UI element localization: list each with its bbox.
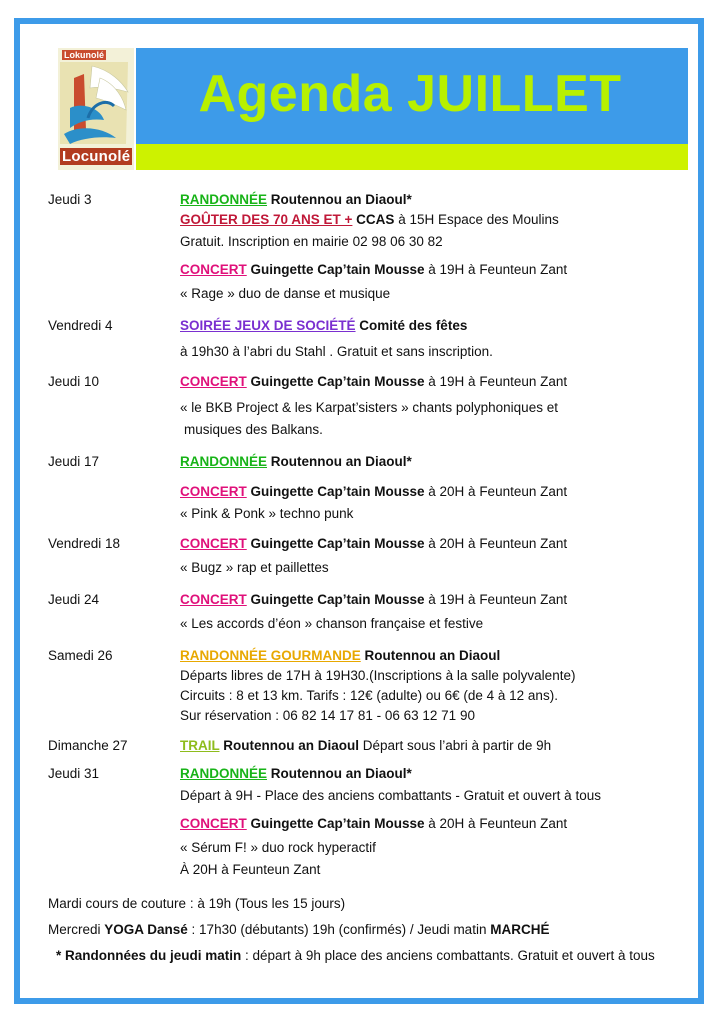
agenda-day: Jeudi 17 bbox=[48, 454, 100, 469]
event-details: Sur réservation : 06 82 14 17 81 - 06 63 12 71 90 bbox=[180, 708, 475, 723]
agenda-line bbox=[180, 192, 412, 207]
agenda-line bbox=[180, 840, 376, 855]
footer-yoga bbox=[48, 922, 549, 937]
agenda-line bbox=[180, 400, 558, 415]
event-details: « Les accords d’éon » chanson française et festive bbox=[180, 616, 484, 631]
event-tag: RANDONNÉE GOURMANDE bbox=[180, 648, 361, 663]
agenda-line bbox=[180, 212, 559, 227]
agenda-line bbox=[180, 454, 412, 469]
agenda-line bbox=[180, 862, 320, 877]
agenda-line bbox=[180, 616, 483, 631]
event-organizer: Guingette Cap’tain Mousse bbox=[246, 816, 425, 831]
event-details: « Rage » duo de danse et musique bbox=[180, 286, 391, 301]
agenda-line bbox=[184, 422, 323, 437]
agenda-day: Jeudi 24 bbox=[48, 592, 100, 607]
event-organizer: Guingette Cap’tain Mousse bbox=[246, 592, 425, 607]
agenda-day: Jeudi 31 bbox=[48, 766, 100, 781]
event-details: Départ sous l’abri à partir de 9h bbox=[359, 738, 552, 753]
agenda-line bbox=[180, 668, 575, 683]
agenda-line bbox=[180, 484, 567, 499]
lime-bar bbox=[42, 144, 688, 170]
agenda-line bbox=[180, 318, 467, 333]
agenda-line bbox=[180, 816, 567, 831]
footer-marche: MARCHÉ bbox=[490, 922, 550, 937]
agenda-day: Vendredi 4 bbox=[48, 318, 113, 333]
agenda-line bbox=[180, 708, 475, 723]
agenda-day: Samedi 26 bbox=[48, 648, 113, 663]
event-details: « Bugz » rap et paillettes bbox=[180, 560, 329, 575]
event-organizer: Comité des fêtes bbox=[355, 318, 468, 333]
agenda-line bbox=[180, 506, 353, 521]
agenda-line bbox=[180, 344, 493, 359]
event-details: à 19h30 à l’abri du Stahl . Gratuit et sans inscription. bbox=[180, 344, 493, 359]
event-tag: RANDONNÉE bbox=[180, 454, 268, 469]
agenda-line bbox=[180, 648, 500, 663]
event-tag: CONCERT bbox=[180, 374, 247, 389]
logo-bottom-text: Locunolé bbox=[62, 148, 131, 165]
event-details: musiques des Balkans. bbox=[184, 422, 323, 437]
locunole-logo bbox=[30, 48, 136, 170]
event-tag: CONCERT bbox=[180, 536, 247, 551]
agenda-line bbox=[180, 234, 443, 249]
agenda-day: Jeudi 3 bbox=[48, 192, 92, 207]
page-title: Agenda JUILLET bbox=[198, 65, 622, 123]
footer-yoga-bold: YOGA Dansé bbox=[104, 922, 188, 937]
event-organizer: CCAS bbox=[352, 212, 395, 227]
event-details: « le BKB Project & les Karpat’sisters » chants polyphoniques et bbox=[180, 400, 558, 415]
agenda-day: Dimanche 27 bbox=[48, 738, 128, 753]
event-details: « Pink & Ponk » techno punk bbox=[180, 506, 354, 521]
event-details: Départs libres de 17H à 19H30.(Inscriptions à la salle polyvalente) bbox=[180, 668, 576, 683]
agenda-line bbox=[180, 788, 601, 803]
event-organizer: Routennou an Diaoul* bbox=[267, 766, 412, 781]
agenda-line bbox=[180, 738, 551, 753]
event-details: à 19H à Feunteun Zant bbox=[424, 592, 568, 607]
event-details: Gratuit. Inscription en mairie 02 98 06 30 82 bbox=[180, 234, 443, 249]
agenda-line bbox=[180, 286, 390, 301]
event-tag: CONCERT bbox=[180, 262, 247, 277]
agenda-line bbox=[180, 536, 567, 551]
event-tag: RANDONNÉE bbox=[180, 766, 268, 781]
event-organizer: Routennou an Diaoul* bbox=[267, 192, 412, 207]
agenda-day: Jeudi 10 bbox=[48, 374, 100, 389]
event-organizer: Routennou an Diaoul bbox=[360, 648, 501, 663]
footer-rando-note bbox=[56, 948, 655, 963]
agenda-day: Vendredi 18 bbox=[48, 536, 121, 551]
agenda-line bbox=[180, 688, 558, 703]
footer-yoga-prefix: Mercredi bbox=[48, 922, 105, 937]
event-details: à 19H à Feunteun Zant bbox=[424, 262, 568, 277]
event-tag: SOIRÉE JEUX DE SOCIÉTÉ bbox=[180, 318, 356, 333]
event-tag: GOÛTER DES 70 ANS ET + bbox=[180, 212, 353, 227]
agenda-line bbox=[180, 592, 567, 607]
event-details: à 19H à Feunteun Zant bbox=[424, 374, 568, 389]
event-organizer: Guingette Cap’tain Mousse bbox=[246, 374, 425, 389]
event-organizer: Guingette Cap’tain Mousse bbox=[246, 536, 425, 551]
event-tag: CONCERT bbox=[180, 592, 247, 607]
event-details: Circuits : 8 et 13 km. Tarifs : 12€ (adulte) ou 6€ (de 4 à 12 ans). bbox=[180, 688, 558, 703]
footer-couture: Mardi cours de couture : à 19h (Tous les 15 jours) bbox=[48, 896, 346, 911]
event-details: à 15H Espace des Moulins bbox=[394, 212, 559, 227]
event-details: « Sérum F! » duo rock hyperactif bbox=[180, 840, 376, 855]
event-details: Départ à 9H - Place des anciens combattants - Gratuit et ouvert à tous bbox=[180, 788, 601, 803]
event-tag: TRAIL bbox=[180, 738, 220, 753]
event-organizer: Routennou an Diaoul bbox=[219, 738, 359, 753]
footer-rando-rest: : départ à 9h place des anciens combattants. Gratuit et ouvert à tous bbox=[241, 948, 655, 963]
event-details: À 20H à Feunteun Zant bbox=[180, 862, 321, 877]
agenda-line bbox=[180, 262, 567, 277]
event-organizer: Guingette Cap’tain Mousse bbox=[246, 484, 425, 499]
event-details: à 20H à Feunteun Zant bbox=[424, 536, 568, 551]
event-tag: CONCERT bbox=[180, 816, 247, 831]
event-tag: CONCERT bbox=[180, 484, 247, 499]
event-organizer: Guingette Cap’tain Mousse bbox=[246, 262, 425, 277]
event-tag: RANDONNÉE bbox=[180, 192, 268, 207]
agenda-line bbox=[180, 766, 412, 781]
logo-top-text: Lokunolé bbox=[64, 50, 104, 60]
event-details: à 20H à Feunteun Zant bbox=[424, 484, 568, 499]
event-details: à 20H à Feunteun Zant bbox=[424, 816, 568, 831]
agenda-line bbox=[180, 374, 567, 389]
footer-rando-bold: * Randonnées du jeudi matin bbox=[56, 948, 242, 963]
agenda-line bbox=[180, 560, 329, 575]
event-organizer: Routennou an Diaoul* bbox=[267, 454, 412, 469]
footer-yoga-mid: : 17h30 (débutants) 19h (confirmés) / Jeudi matin bbox=[187, 922, 491, 937]
